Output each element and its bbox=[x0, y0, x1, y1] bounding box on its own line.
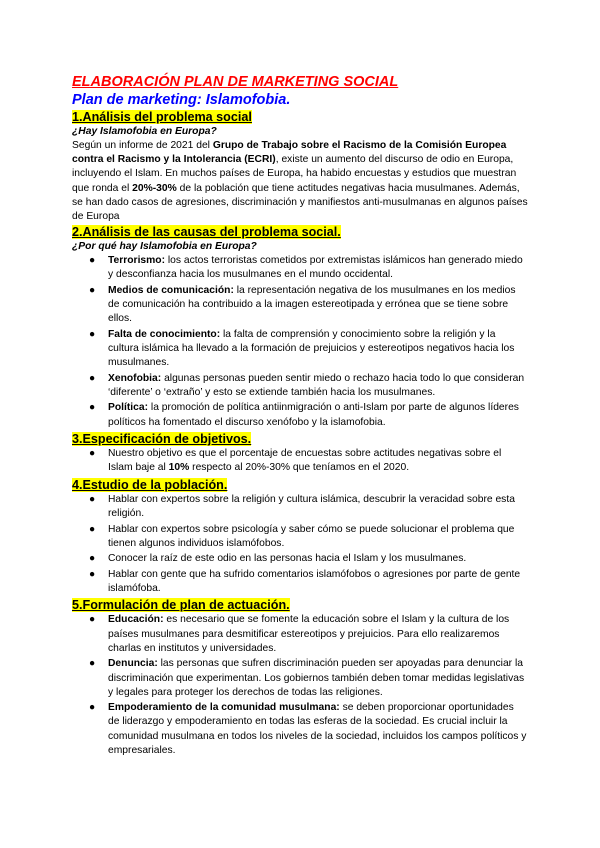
list-item: ● Conocer la raíz de este odio en las personas hacia el Islam y los musulmanes. bbox=[72, 552, 528, 566]
bullet-icon: ● bbox=[89, 448, 96, 460]
section-2-question: ¿Por qué hay Islamofobia en Europa? bbox=[72, 241, 257, 253]
section-2-heading: 2.Análisis de las causas del problema social. bbox=[72, 225, 341, 240]
list-item: ● Nuestro objetivo es que el porcentaje de encuestas sobre actitudes negativas sobre el Islam baje al 10% respecto al 20%-30% que teníamos en el 2020. bbox=[89, 448, 502, 474]
bullet-icon: ● bbox=[89, 372, 96, 384]
section-5-heading: 5.Formulación de plan de actuación. bbox=[72, 598, 290, 613]
bullet-icon: ● bbox=[89, 553, 96, 565]
bullet-icon: ● bbox=[89, 255, 96, 267]
list-item: ● Falta de conocimiento: la falta de comprensión y conocimiento sobre la religión y la cultura islámica ha llevado a la formación de prejuicios y estereotipos negativos hacia los musulmanes. bbox=[89, 328, 515, 369]
list-item: ● Medios de comunicación: la representación negativa de los musulmanes en los medios de comunicación ha contribuido a la imagen estereotipada y errónea que se tiene sobre ellos. bbox=[89, 284, 516, 325]
document-title: ELABORACIÓN PLAN DE MARKETING SOCIAL bbox=[72, 74, 399, 90]
section-3-heading: 3.Especificación de objetivos. bbox=[72, 432, 252, 447]
bullet-icon: ● bbox=[89, 284, 96, 296]
section-4-heading: 4.Estudio de la población. bbox=[72, 477, 228, 492]
document-content bbox=[72, 73, 528, 759]
bullet-icon: ● bbox=[89, 568, 96, 580]
bullet-icon: ● bbox=[89, 658, 96, 670]
population-study-list bbox=[72, 493, 528, 596]
list-item: ● Política: la promoción de política antiinmigración o anti-Islam por parte de algunos líderes políticos ha fomentado el discurso xenófobo y la islamofobia. bbox=[89, 402, 519, 428]
objectives-list bbox=[72, 447, 528, 475]
list-item: ● Denuncia: las personas que sufren discriminación pueden ser apoyadas para denunciar la discriminación que experimentan. Los gobiernos también deben tomar medidas legislativas y legales para proteger los derechos de todas las religiones. bbox=[89, 658, 525, 698]
causes-list bbox=[72, 254, 528, 430]
bullet-icon: ● bbox=[89, 402, 96, 414]
section-1-heading: 1.Análisis del problema social bbox=[72, 110, 252, 124]
section-1-paragraph: Según un informe de 2021 del Grupo de Trabajo sobre el Racismo de la Comisión Europea contra el Racismo y la Intolerancia (ECRI), existe un aumento del discurso de odio en Europa, incluyendo el Islam. En muchos países de Europa, ha habido encuestas y estudios que muestran que ronda el 20%-30% de la población que tiene actitudes negativas hacia musulmanes. Además, se han dado casos de agresiones, discriminación y manifiestos anti-musulmanas en algunos países de Europa bbox=[72, 140, 528, 223]
bullet-icon: ● bbox=[89, 328, 96, 340]
list-item: ● Hablar con expertos sobre la religión y cultura islámica, descubrir la veracidad sobre esta religión. bbox=[89, 493, 515, 520]
list-item: ● Hablar con expertos sobre psicología y saber cómo se puede solucionar el problema que tienen algunos individuos islamófobos. bbox=[89, 523, 515, 549]
bullet-icon: ● bbox=[89, 702, 96, 714]
bullet-icon: ● bbox=[89, 523, 96, 535]
list-item: ● Terrorismo: los actos terroristas cometidos por extremistas islámicos han generado miedo y desconfianza hacia los musulmanes en el mundo occidental. bbox=[89, 255, 523, 281]
bullet-icon: ● bbox=[89, 493, 96, 505]
bullet-icon: ● bbox=[89, 614, 96, 626]
document-subtitle: Plan de marketing: Islamofobia. bbox=[72, 92, 291, 108]
list-item: ● Educación: es necesario que se fomente la educación sobre el Islam y la cultura de los países musulmanes para desmitificar estereotipos y prejuicios. Para ello realizaremos charlas en institutos y universidades. bbox=[89, 614, 510, 654]
list-item: ● Empoderamiento de la comunidad musulmana: se deben proporcionar oportunidades de liderazgo y empoderamiento en todas las esferas de la sociedad. Es crucial incluir la comunidad musulmana en todos los niveles de la sociedad, incluidos los campos políticos y empresariales. bbox=[89, 702, 527, 756]
list-item: ● Xenofobia: algunas personas pueden sentir miedo o rechazo hacia todo lo que consideran ‘diferente’ o ‘extraño’ y esto se extiende también hacia los musulmanes. bbox=[89, 372, 525, 398]
action-plan-list bbox=[72, 613, 528, 758]
section-1-question: ¿Hay Islamofobia en Europa? bbox=[72, 126, 217, 137]
list-item: ● Hablar con gente que ha sufrido comentarios islamófobos o agresiones por parte de gente islamófoba. bbox=[89, 568, 521, 594]
